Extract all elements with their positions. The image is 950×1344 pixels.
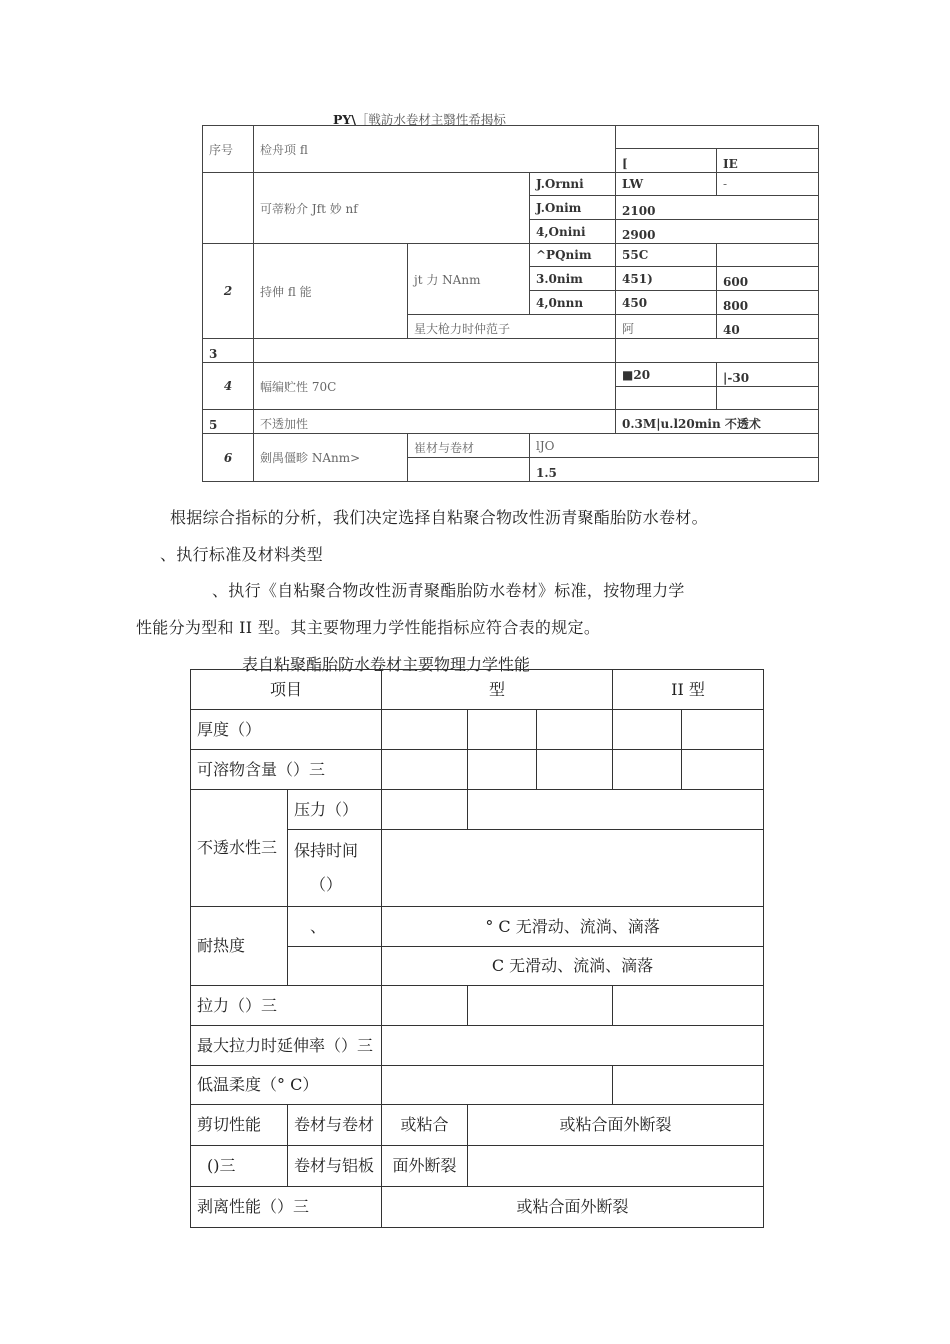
t1-row1-name: 可蒂粉介 Jft 妙 nf — [254, 173, 530, 244]
t2-hold-time-cell — [288, 830, 382, 907]
t1-row2-mid: jt 力 NAnm — [408, 244, 530, 315]
paragraph-conclusion: 根据综合指标的分析，我们决定选择自粘聚合物改性沥青聚酯胎防水卷材。 — [170, 508, 708, 527]
t1-row4-v1: ■20 — [616, 363, 717, 387]
t2-peel-label: 剥离性能（）三 — [191, 1187, 382, 1228]
t1-row2-v1: 451) — [616, 267, 717, 291]
t2-heat-label: 耐热度 — [191, 907, 288, 986]
t2-shear-v2a: 面外断裂 — [382, 1146, 468, 1187]
t1-row2-seq: 2 — [203, 244, 254, 339]
t2-heat-v2: C 无滑动、流淌、滴落 — [382, 947, 764, 986]
t1-row2-extra-v1: 阿 — [616, 315, 717, 339]
t2-shear-unit: ()三 — [191, 1146, 288, 1187]
t2-hold-time-unit: （） — [310, 875, 343, 894]
t1-row2-sub: 4,0nnn — [530, 291, 616, 315]
t2-shear-sub1: 卷材与卷材 — [288, 1105, 382, 1146]
t2-header-item: 项目 — [191, 670, 382, 710]
table2-title: 表自粘聚酯胎防水卷材主要物理力学性能 — [242, 655, 531, 674]
t2-tensile-label: 拉力（）三 — [191, 986, 382, 1026]
t2-heat-v1: ° C 无滑动、流淌、滴落 — [382, 907, 764, 947]
t1-row6-v1: lJO — [530, 434, 819, 458]
t1-row2-sub: 3.0nim — [530, 267, 616, 291]
t1-row1-v2: - — [717, 173, 819, 196]
t1-row1-sub: J.Onim — [530, 196, 616, 220]
t1-row6-v2: 1.5 — [530, 458, 819, 482]
t1-row1-v1: LW — [616, 173, 717, 196]
t1-row5-name: 不透加性 — [254, 410, 616, 434]
t1-header-item: 检舟项 fl — [254, 126, 616, 173]
t1-row3-seq: 3 — [203, 339, 254, 363]
t2-elongation-label: 最大拉力时延伸率（）三 — [191, 1026, 382, 1066]
t2-low-temp-label: 低温柔度（° C） — [191, 1066, 382, 1105]
table1 — [202, 125, 819, 482]
t1-row2-v1: 450 — [616, 291, 717, 315]
t1-row2-v1: 55C — [616, 244, 717, 267]
t1-header-seq: 序号 — [203, 126, 254, 173]
t2-soluble-label: 可溶物含量（）三 — [191, 750, 382, 790]
t1-row6-name: 劍禺僵畛 NAnm> — [254, 434, 408, 482]
t2-header-type2: II 型 — [613, 670, 764, 710]
t2-hold-time-label: 保持时间 — [294, 841, 359, 860]
t1-row2-v2: 800 — [717, 291, 819, 315]
t1-row1-sub: 4,Onini — [530, 220, 616, 244]
t1-row6-sub: 崔材与卷材 — [408, 434, 530, 458]
section-heading-standard: 、执行标准及材料类型 — [160, 545, 324, 564]
t1-row4-name: 幅编贮性 70C — [254, 363, 616, 410]
t1-row2-sub: ^PQnim — [530, 244, 616, 267]
t1-row1-v1: 2900 — [616, 220, 819, 244]
t1-header-col2: IE — [717, 149, 819, 173]
paragraph-standard-line2: 性能分为型和 II 型。其主要物理力学性能指标应符合表的规定。 — [136, 618, 601, 637]
t2-shear-v1a: 或粘合 — [382, 1105, 468, 1146]
t1-row2-name: 持伸 fl 能 — [254, 244, 408, 339]
t1-row1-sub: J.Ornni — [530, 173, 616, 196]
t2-pressure-label: 压力（） — [288, 790, 382, 830]
t1-row2-extra-v2: 40 — [717, 315, 819, 339]
t1-row5-value: 0.3M|u.l20min 不透术 — [616, 410, 819, 434]
t1-row4-v2: |-30 — [717, 363, 819, 387]
t1-row2-extra-label: 星大枪力时仲范子 — [408, 315, 616, 339]
t2-shear-sub2: 卷材与铝板 — [288, 1146, 382, 1187]
t2-shear-label: 剪切性能 — [191, 1105, 288, 1146]
t2-header-type1: 型 — [382, 670, 613, 710]
table2 — [190, 669, 764, 1228]
t1-row1-v1: 2100 — [616, 196, 819, 220]
t2-shear-v1b: 或粘合面外断裂 — [468, 1105, 764, 1146]
t2-peel-v: 或粘合面外断裂 — [382, 1187, 764, 1228]
t2-thickness-label: 厚度（） — [191, 710, 382, 750]
t1-row5-seq: 5 — [203, 410, 254, 434]
t1-row6-seq: 6 — [203, 434, 254, 482]
t2-impermeable-label: 不透水性三 — [191, 790, 288, 907]
t1-row4-seq: 4 — [203, 363, 254, 410]
t2-heat-sub1: 、 — [288, 907, 382, 947]
table1-title: PY\［戦訪水卷材主翳性希揭标 — [333, 112, 506, 127]
t1-row2-v2: 600 — [717, 267, 819, 291]
t1-header-col1: [ — [616, 149, 717, 173]
paragraph-standard-line1: 、执行《自粘聚合物改性沥青聚酯胎防水卷材》标准，按物理力学 — [212, 581, 685, 600]
